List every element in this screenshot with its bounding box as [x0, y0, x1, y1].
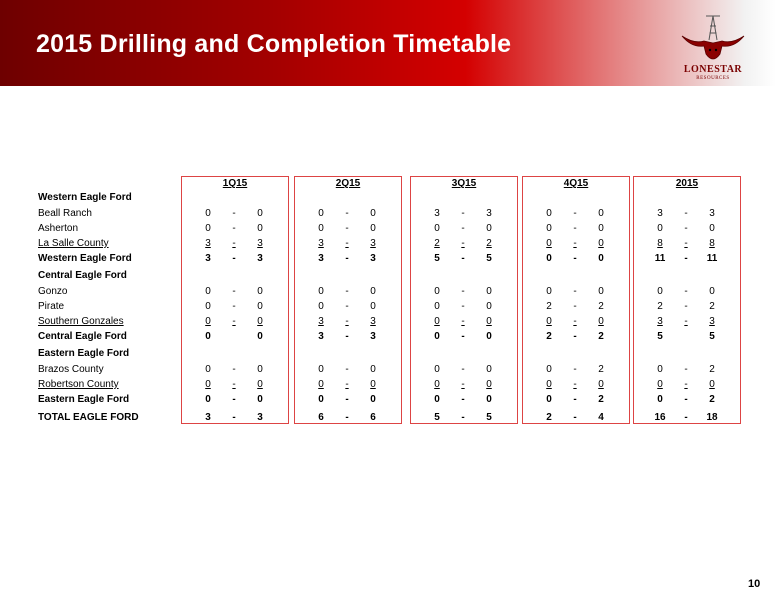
value-high: 5 [709, 331, 715, 342]
value-low: 0 [318, 286, 324, 297]
value-low: 0 [318, 301, 324, 312]
value-dash: - [573, 316, 577, 327]
column-header: 2Q15 [335, 178, 361, 189]
value-low: 0 [205, 379, 211, 390]
value-low: 5 [434, 253, 440, 264]
value-high: 3 [370, 253, 376, 264]
value-dash: - [573, 412, 577, 423]
row-label: Eastern Eagle Ford [38, 348, 130, 359]
value-low: 0 [318, 364, 324, 375]
value-low: 2 [546, 331, 552, 342]
value-low: 0 [546, 316, 552, 327]
value-low: 0 [205, 394, 211, 405]
page-number: 10 [748, 578, 761, 590]
row-label: Western Eagle Ford [38, 253, 132, 264]
value-low: 0 [546, 364, 552, 375]
value-high: 3 [370, 331, 376, 342]
value-dash: - [461, 394, 465, 405]
row-label: TOTAL EAGLE FORD [38, 412, 139, 423]
value-low: 0 [205, 286, 211, 297]
value-high: 2 [709, 301, 715, 312]
value-high: 2 [598, 364, 604, 375]
value-low: 3 [318, 316, 324, 327]
value-high: 0 [257, 223, 263, 234]
value-high: 0 [709, 223, 715, 234]
value-high: 8 [709, 238, 715, 249]
value-high: 0 [370, 208, 376, 219]
row-label: Central Eagle Ford [38, 331, 127, 342]
column-header: 1Q15 [222, 178, 248, 189]
value-dash: - [345, 286, 349, 297]
value-dash: - [573, 238, 577, 249]
value-dash: - [345, 238, 349, 249]
logo-subtext: RESOURCES [696, 76, 730, 81]
value-dash: - [461, 412, 465, 423]
value-high: 2 [709, 394, 715, 405]
value-low: 0 [205, 208, 211, 219]
value-high: 3 [370, 238, 376, 249]
value-low: 0 [657, 223, 663, 234]
value-low: 0 [546, 238, 552, 249]
value-high: 5 [486, 253, 492, 264]
value-high: 3 [370, 316, 376, 327]
value-high: 18 [706, 412, 718, 423]
logo-wordmark: LONESTAR [683, 64, 743, 75]
value-dash: - [345, 316, 349, 327]
value-dash: - [345, 412, 349, 423]
value-high: 0 [257, 331, 263, 342]
value-low: 3 [205, 253, 211, 264]
value-low: 0 [205, 331, 211, 342]
value-dash: - [461, 238, 465, 249]
value-low: 3 [657, 316, 663, 327]
value-dash: - [232, 394, 236, 405]
row-label: Brazos County [38, 364, 104, 375]
value-dash: - [573, 223, 577, 234]
value-dash: - [573, 331, 577, 342]
value-low: 0 [434, 364, 440, 375]
value-high: 5 [486, 412, 492, 423]
value-high: 0 [486, 316, 492, 327]
value-high: 0 [370, 394, 376, 405]
value-low: 0 [318, 379, 324, 390]
row-label: Pirate [38, 301, 65, 312]
value-dash: - [461, 364, 465, 375]
value-high: 0 [486, 364, 492, 375]
value-high: 2 [598, 331, 604, 342]
value-dash: - [573, 364, 577, 375]
value-dash: - [573, 379, 577, 390]
value-low: 5 [657, 331, 663, 342]
value-dash: - [573, 253, 577, 264]
value-high: 3 [257, 253, 263, 264]
value-high: 0 [257, 394, 263, 405]
value-dash: - [232, 316, 236, 327]
value-dash: - [684, 316, 688, 327]
value-dash: - [684, 238, 688, 249]
row-label: La Salle County [38, 238, 109, 249]
value-dash: - [232, 253, 236, 264]
value-low: 0 [434, 301, 440, 312]
value-dash: - [461, 301, 465, 312]
value-dash: - [684, 412, 688, 423]
value-low: 16 [654, 412, 666, 423]
value-high: 0 [598, 316, 604, 327]
value-low: 0 [546, 379, 552, 390]
value-dash: - [573, 394, 577, 405]
value-dash: - [461, 331, 465, 342]
value-dash: - [232, 301, 236, 312]
value-high: 0 [598, 286, 604, 297]
value-low: 0 [205, 301, 211, 312]
longhorn-derrick-icon [676, 14, 750, 66]
value-dash: - [461, 253, 465, 264]
value-dash: - [684, 301, 688, 312]
value-low: 0 [434, 379, 440, 390]
column-header: 3Q15 [451, 178, 477, 189]
value-high: 0 [598, 379, 604, 390]
value-low: 5 [434, 412, 440, 423]
value-high: 0 [257, 301, 263, 312]
value-low: 8 [657, 238, 663, 249]
row-label: Beall Ranch [38, 208, 92, 219]
value-dash: - [232, 412, 236, 423]
column-header: 4Q15 [563, 178, 589, 189]
company-logo [676, 14, 750, 86]
value-dash: - [232, 286, 236, 297]
value-dash: - [684, 208, 688, 219]
value-high: 3 [257, 412, 263, 423]
value-high: 0 [370, 223, 376, 234]
row-label: Central Eagle Ford [38, 270, 127, 281]
value-low: 3 [657, 208, 663, 219]
value-high: 0 [486, 301, 492, 312]
value-dash: - [345, 331, 349, 342]
value-low: 0 [657, 364, 663, 375]
value-low: 0 [434, 286, 440, 297]
value-high: 0 [598, 238, 604, 249]
row-label: Robertson County [38, 379, 119, 390]
value-high: 0 [257, 208, 263, 219]
value-low: 0 [434, 394, 440, 405]
value-high: 0 [486, 331, 492, 342]
value-high: 0 [257, 379, 263, 390]
value-dash: - [573, 301, 577, 312]
value-dash: - [232, 238, 236, 249]
row-label: Gonzo [38, 286, 68, 297]
value-dash: - [345, 301, 349, 312]
value-high: 0 [486, 286, 492, 297]
value-dash: - [345, 379, 349, 390]
value-low: 0 [657, 379, 663, 390]
value-low: 3 [205, 412, 211, 423]
value-dash: - [461, 286, 465, 297]
value-high: 11 [706, 253, 718, 264]
value-dash: - [345, 208, 349, 219]
value-high: 0 [370, 301, 376, 312]
row-label: Southern Gonzales [38, 316, 124, 327]
value-low: 2 [546, 412, 552, 423]
value-low: 0 [205, 316, 211, 327]
value-low: 0 [205, 223, 211, 234]
value-low: 0 [434, 331, 440, 342]
value-dash: - [461, 379, 465, 390]
value-high: 0 [709, 286, 715, 297]
value-low: 2 [657, 301, 663, 312]
value-high: 2 [598, 394, 604, 405]
value-low: 3 [434, 208, 440, 219]
value-low: 0 [318, 208, 324, 219]
page-title: 2015 Drilling and Completion Timetable [36, 30, 512, 58]
value-high: 3 [709, 208, 715, 219]
value-low: 0 [318, 394, 324, 405]
row-label: Western Eagle Ford [38, 192, 132, 203]
value-dash: - [573, 286, 577, 297]
value-dash: - [345, 394, 349, 405]
value-low: 3 [318, 238, 324, 249]
value-dash: - [684, 286, 688, 297]
value-low: 0 [546, 394, 552, 405]
row-label: Eastern Eagle Ford [38, 394, 130, 405]
row-label: Asherton [38, 223, 79, 234]
value-low: 6 [318, 412, 324, 423]
value-dash: - [684, 394, 688, 405]
value-dash: - [684, 379, 688, 390]
value-low: 0 [434, 316, 440, 327]
value-dash: - [684, 253, 688, 264]
value-low: 0 [546, 253, 552, 264]
value-high: 2 [486, 238, 492, 249]
value-dash: - [461, 223, 465, 234]
value-low: 3 [318, 331, 324, 342]
value-low: 3 [318, 253, 324, 264]
value-high: 2 [598, 301, 604, 312]
value-high: 0 [257, 316, 263, 327]
value-low: 2 [546, 301, 552, 312]
value-high: 0 [257, 364, 263, 375]
value-low: 0 [205, 364, 211, 375]
value-high: 0 [370, 286, 376, 297]
column-header: 2015 [675, 178, 699, 189]
value-high: 0 [486, 223, 492, 234]
value-low: 0 [546, 223, 552, 234]
value-high: 3 [486, 208, 492, 219]
value-dash: - [345, 364, 349, 375]
value-dash: - [345, 253, 349, 264]
value-high: 0 [370, 364, 376, 375]
value-low: 0 [657, 394, 663, 405]
value-dash: - [345, 223, 349, 234]
value-dash: - [232, 379, 236, 390]
value-high: 0 [709, 379, 715, 390]
value-high: 0 [370, 379, 376, 390]
value-dash: - [573, 208, 577, 219]
value-dash: - [461, 316, 465, 327]
value-high: 0 [486, 394, 492, 405]
value-high: 0 [598, 253, 604, 264]
value-high: 2 [709, 364, 715, 375]
value-low: 0 [657, 286, 663, 297]
value-low: 0 [546, 208, 552, 219]
value-high: 0 [598, 208, 604, 219]
value-low: 0 [318, 223, 324, 234]
value-high: 3 [257, 238, 263, 249]
value-dash: - [461, 208, 465, 219]
value-high: 0 [486, 379, 492, 390]
value-high: 3 [709, 316, 715, 327]
value-high: 0 [598, 223, 604, 234]
value-low: 0 [434, 223, 440, 234]
value-low: 3 [205, 238, 211, 249]
value-low: 2 [434, 238, 440, 249]
value-high: 6 [370, 412, 376, 423]
value-dash: - [232, 208, 236, 219]
value-dash: - [684, 223, 688, 234]
value-dash: - [232, 223, 236, 234]
value-high: 0 [257, 286, 263, 297]
value-low: 11 [654, 253, 666, 264]
value-high: 4 [598, 412, 604, 423]
value-low: 0 [546, 286, 552, 297]
value-dash: - [232, 364, 236, 375]
value-dash: - [684, 364, 688, 375]
